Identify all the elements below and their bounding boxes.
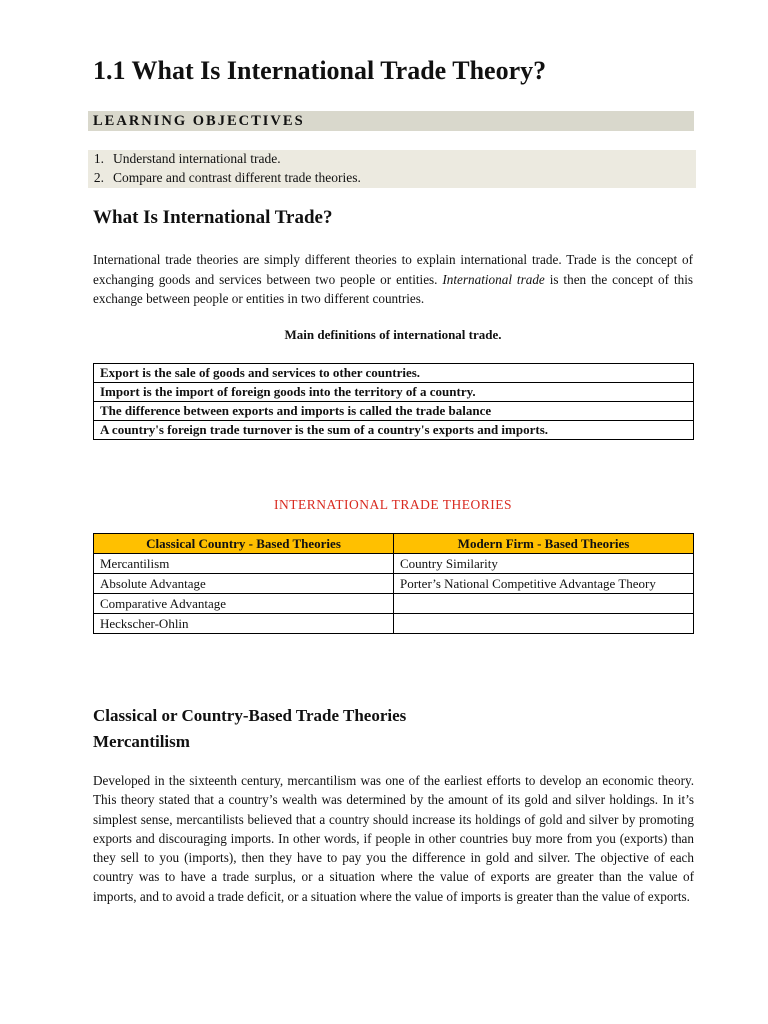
learning-objectives-list bbox=[88, 150, 696, 188]
table-cell: Import is the import of foreign goods into the territory of a country. bbox=[94, 383, 694, 402]
list-item-text: Understand international trade. bbox=[113, 151, 281, 166]
mercantilism-paragraph: Developed in the sixteenth century, mercantilism was one of the earliest efforts to develop an economic theory. This theory stated that a country’s wealth was determined by the amount of its gold and silver holdings. In it’s simplest sense, mercantilists believed that a country should increase its holdings of gold and silver by promoting exports and discouraging imports. In other words, if people in other countries buy more from you (exports) than they sell to you (imports), then they have to pay you the difference in gold and silver. The objective of each country was to have a trade surplus, or a situation where the value of exports are greater than the value of imports, and to avoid a trade deficit, or a situation where the value of imports is greater than the value of exports. bbox=[93, 773, 694, 904]
table-row bbox=[94, 614, 694, 634]
table-row bbox=[94, 383, 694, 402]
list-item-number: 1. bbox=[93, 151, 104, 166]
table-cell bbox=[394, 594, 694, 614]
table-cell: Mercantilism bbox=[94, 554, 394, 574]
column-header-modern: Modern Firm - Based Theories bbox=[394, 534, 694, 554]
table-cell: A country's foreign trade turnover is the sum of a country's exports and imports. bbox=[94, 421, 694, 440]
table-row bbox=[94, 421, 694, 440]
section-heading: What Is International Trade? bbox=[93, 207, 333, 228]
list-item-text: Compare and contrast different trade theories. bbox=[113, 170, 361, 185]
table-cell: The difference between exports and imports is called the trade balance bbox=[94, 402, 694, 421]
page-title: 1.1 What Is International Trade Theory? bbox=[93, 56, 547, 85]
theories-table bbox=[93, 533, 694, 634]
table-cell: Absolute Advantage bbox=[94, 574, 394, 594]
table-row bbox=[94, 574, 694, 594]
table-header-row bbox=[94, 534, 694, 554]
table-row bbox=[94, 364, 694, 383]
learning-objectives-bar bbox=[88, 111, 694, 131]
table-row bbox=[94, 554, 694, 574]
definitions-table bbox=[93, 363, 694, 440]
mercantilism-heading: Mercantilism bbox=[93, 732, 190, 751]
definitions-caption: Main definitions of international trade. bbox=[284, 327, 502, 342]
list-item-number: 2. bbox=[93, 170, 104, 185]
intro-text: is then the concept of this exchange between people or entities in two different countries. bbox=[93, 271, 694, 306]
column-header-classical: Classical Country - Based Theories bbox=[94, 534, 394, 554]
table-row bbox=[94, 402, 694, 421]
table-row bbox=[94, 594, 694, 614]
theories-caption: INTERNATIONAL TRADE THEORIES bbox=[274, 497, 512, 512]
learning-objectives-heading: LEARNING OBJECTIVES bbox=[93, 113, 305, 129]
intro-italic-term: International trade bbox=[442, 271, 545, 287]
table-cell: Export is the sale of goods and services to other countries. bbox=[94, 364, 694, 383]
table-cell: Comparative Advantage bbox=[94, 594, 394, 614]
table-cell: Porter’s National Competitive Advantage Theory bbox=[394, 574, 694, 594]
intro-paragraph bbox=[93, 250, 693, 309]
table-cell: Heckscher-Ohlin bbox=[94, 614, 394, 634]
table-cell bbox=[394, 614, 694, 634]
classical-theories-heading: Classical or Country-Based Trade Theories bbox=[93, 706, 407, 725]
intro-text: International trade theories are simply different theories to explain international trade. Trade is the concept of exchanging goods and services between two people or entities. bbox=[93, 252, 693, 287]
table-cell: Country Similarity bbox=[394, 554, 694, 574]
